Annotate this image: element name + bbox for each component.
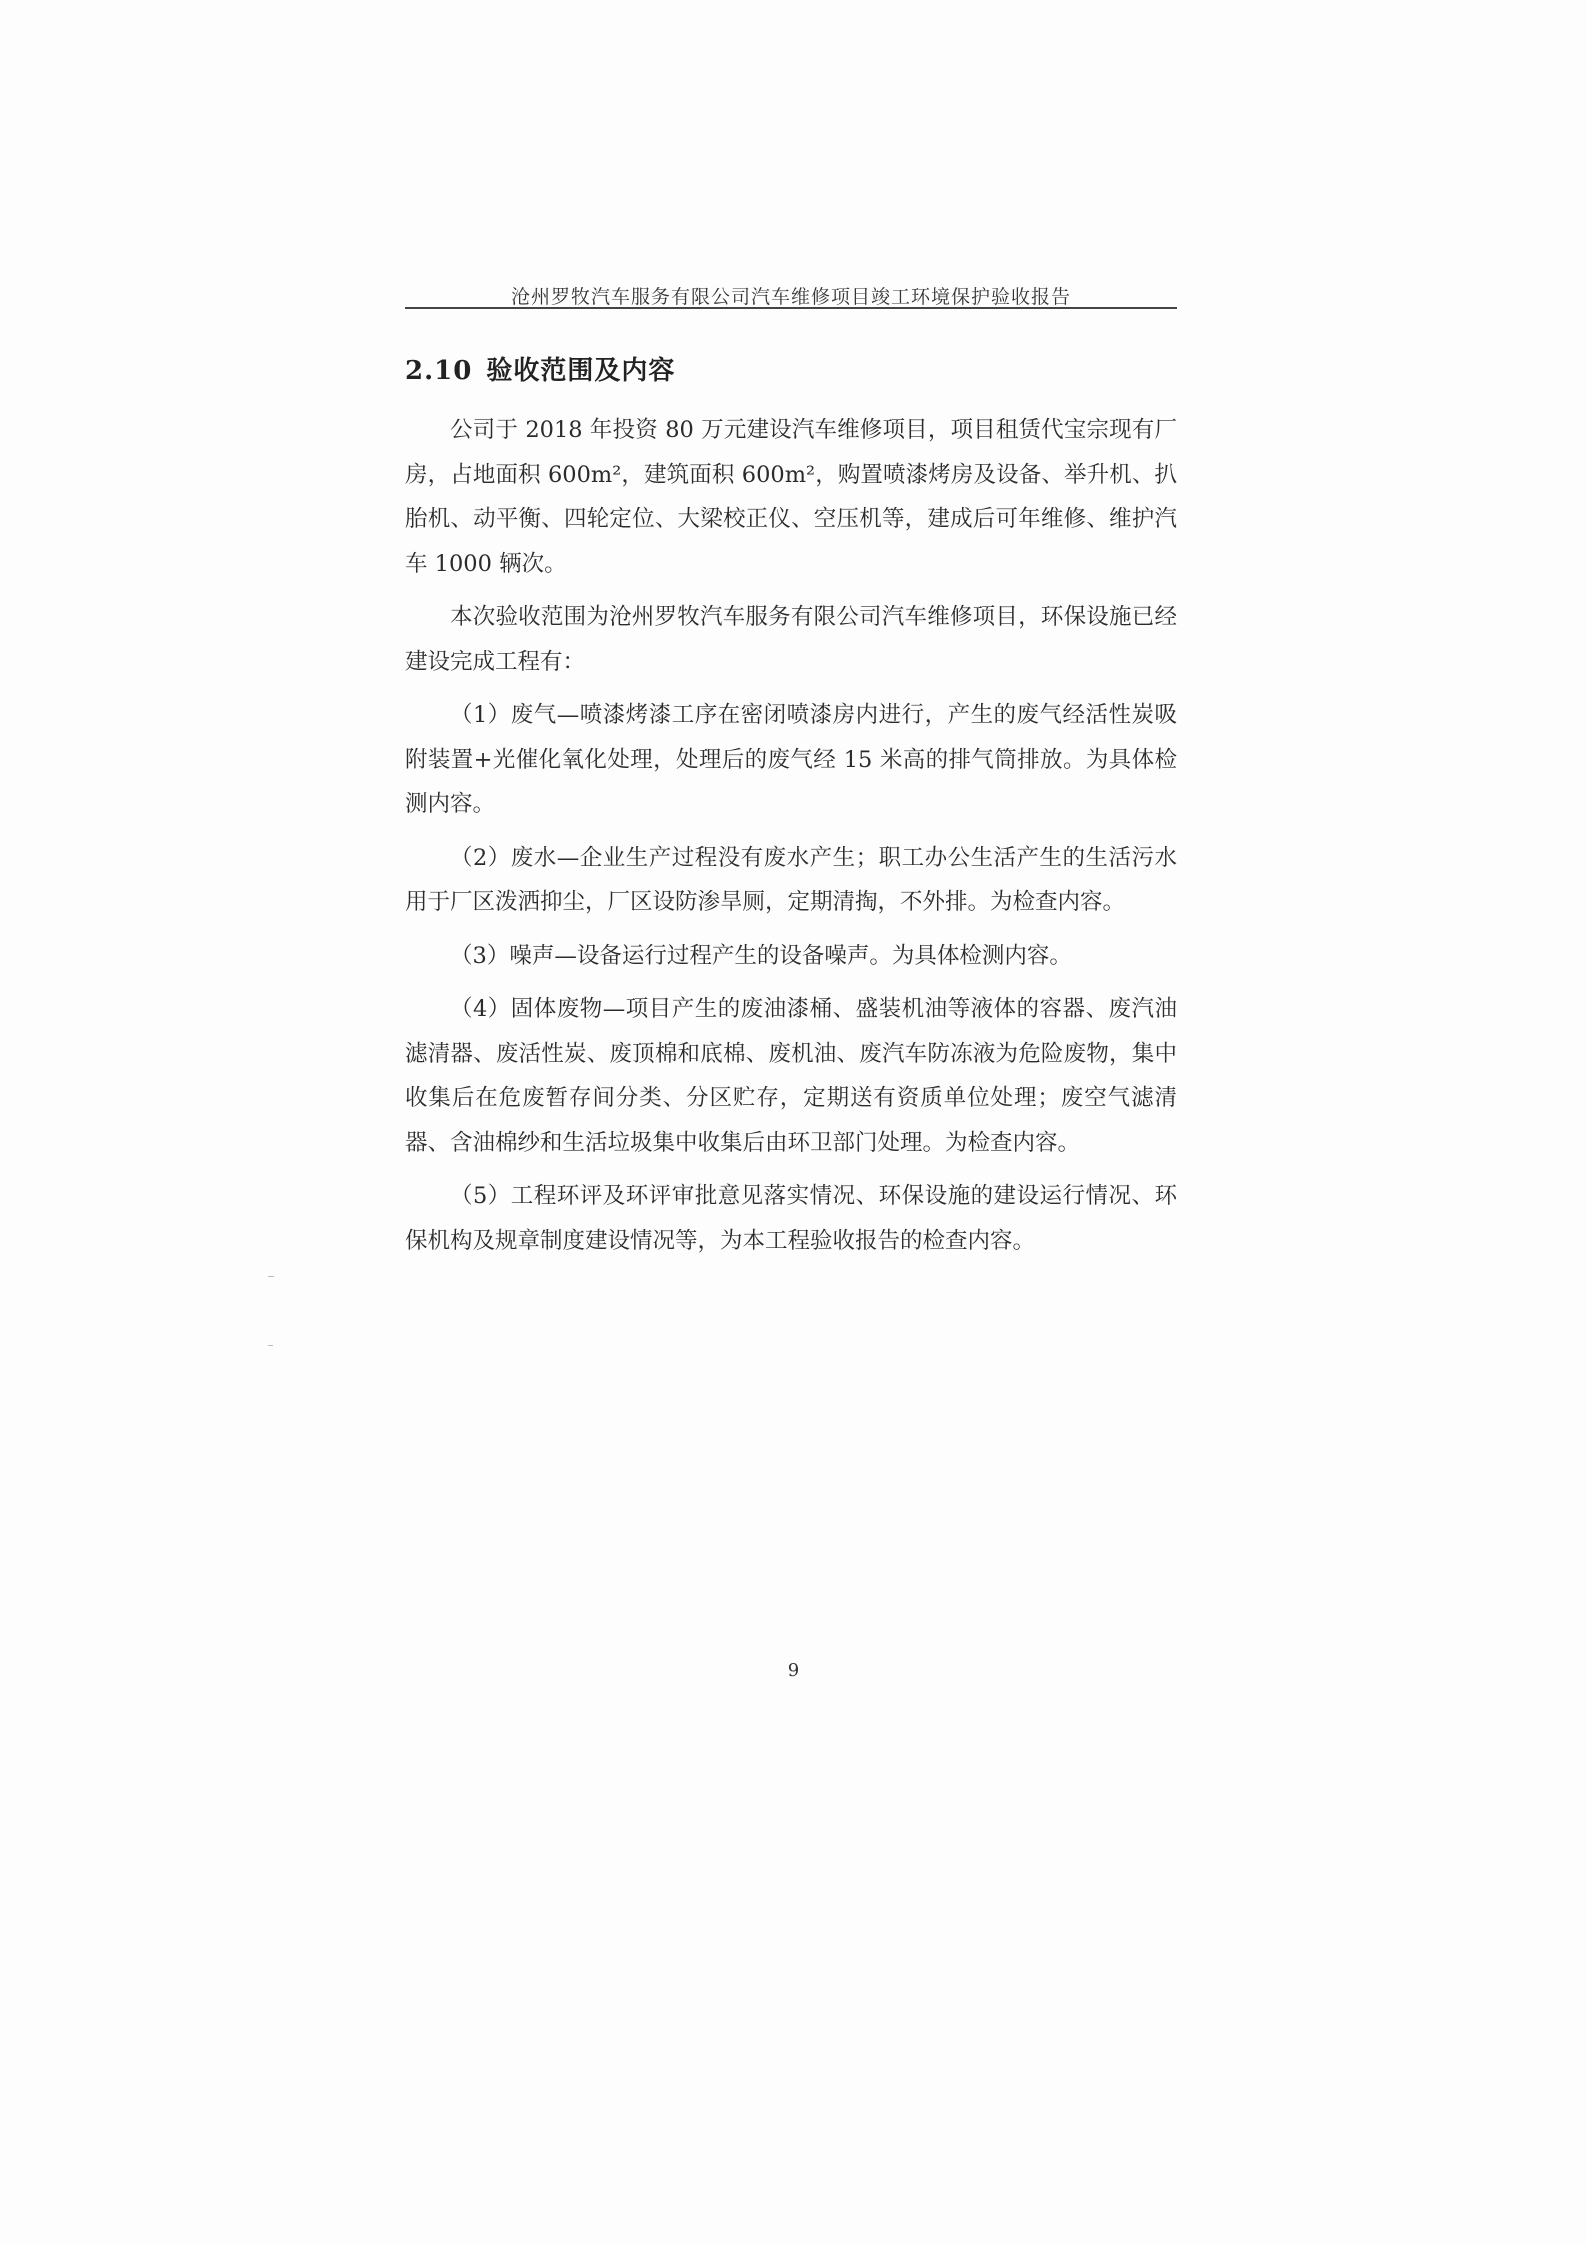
paragraph-noise: （3）噪声—设备运行过程产生的设备噪声。为具体检测内容。	[450, 942, 1072, 969]
paragraph-overview: 公司于 2018 年投资 80 万元建设汽车维修项目，项目租赁代宝宗现有厂房，占地面积 600m²，建筑面积 600m²，购置喷漆烤房及设备、举升机、扒胎机、动平衡、四轮定位、大梁校正仪、空压机等，建成后可年维修、维护汽车 1000 辆次。	[405, 417, 1177, 577]
page-number: 9	[787, 1660, 800, 1681]
section-title: 验收范围及内容	[486, 356, 676, 386]
body-text	[405, 408, 1177, 1272]
paragraph-wastewater: （2）废水—企业生产过程没有废水产生；职工办公生活产生的生活污水用于厂区泼洒抑尘，厂区设防渗旱厕，定期清掏，不外排。为检查内容。	[405, 844, 1177, 915]
scan-speck	[268, 1276, 274, 1277]
header-rule	[405, 307, 1177, 309]
page-header: 沧州罗牧汽车服务有限公司汽车维修项目竣工环境保护验收报告	[510, 286, 1071, 308]
scan-speck	[268, 1345, 273, 1346]
section-heading	[405, 350, 675, 387]
paragraph-exhaust-gas: （1）废气—喷漆烤漆工序在密闭喷漆房内进行，产生的废气经活性炭吸附装置+光催化氧化处理，处理后的废气经 15 米高的排气筒排放。为具体检测内容。	[405, 702, 1177, 817]
paragraph-scope: 本次验收范围为沧州罗牧汽车服务有限公司汽车维修项目，环保设施已经建设完成工程有：	[405, 604, 1177, 675]
paragraph-solid-waste: （4）固体废物—项目产生的废油漆桶、盛装机油等液体的容器、废汽油滤清器、废活性炭、废顶棉和底棉、废机油、废汽车防冻液为危险废物，集中收集后在危废暂存间分类、分区贮存，定期送有资质单位处理；废空气滤清器、含油棉纱和生活垃圾集中收集后由环卫部门处理。为检查内容。	[405, 996, 1177, 1156]
section-number: 2.10	[405, 356, 473, 386]
paragraph-eia-review: （5）工程环评及环评审批意见落实情况、环保设施的建设运行情况、环保机构及规章制度建设情况等，为本工程验收报告的检查内容。	[405, 1183, 1177, 1254]
